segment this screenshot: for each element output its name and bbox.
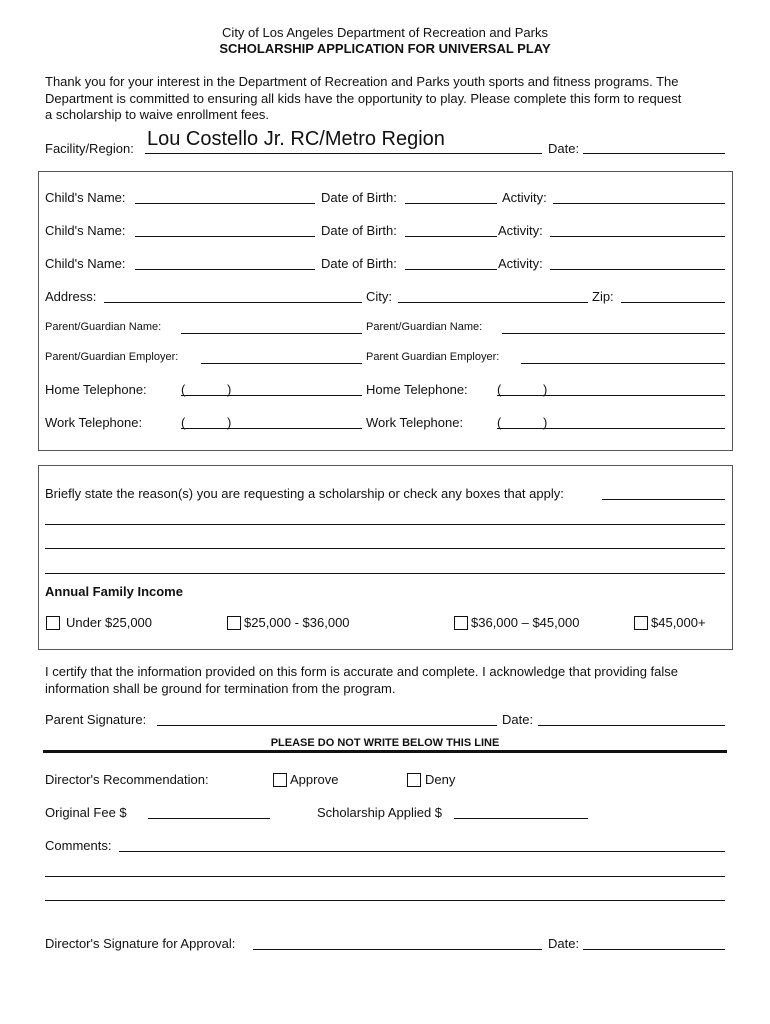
income-25k-36k-checkbox[interactable] bbox=[227, 616, 241, 630]
dob-label-3: Date of Birth: bbox=[321, 256, 397, 271]
facility-date-label: Date: bbox=[548, 141, 580, 156]
intro-line-2: Department is committed to ensuring all kids have the opportunity to play. Please complete this form to request bbox=[45, 91, 682, 106]
child-name-field-2[interactable] bbox=[135, 236, 315, 237]
comments-field-line-2[interactable] bbox=[45, 876, 725, 877]
income-25k-36k-label: $25,000 - $36,000 bbox=[244, 615, 350, 630]
parent-employer-label-2: Parent Guardian Employer: bbox=[366, 351, 500, 363]
reason-field-line-3[interactable] bbox=[45, 548, 725, 549]
office-use-divider bbox=[43, 750, 727, 753]
child-name-label-3: Child's Name: bbox=[45, 256, 126, 271]
city-field[interactable] bbox=[398, 302, 588, 303]
parent-employer-label-1: Parent/Guardian Employer: bbox=[45, 351, 179, 363]
zip-field[interactable] bbox=[621, 302, 725, 303]
reason-field-line-4[interactable] bbox=[45, 573, 725, 574]
deny-checkbox[interactable] bbox=[407, 773, 421, 787]
approve-checkbox[interactable] bbox=[273, 773, 287, 787]
parent-name-label-1: Parent/Guardian Name: bbox=[45, 321, 162, 333]
address-label: Address: bbox=[45, 289, 97, 304]
director-signature-field[interactable] bbox=[253, 949, 542, 950]
activity-label-2: Activity: bbox=[498, 223, 543, 238]
work-phone-label-2: Work Telephone: bbox=[366, 415, 464, 430]
child-name-label-1: Child's Name: bbox=[45, 190, 126, 205]
director-recommendation-label: Director's Recommendation: bbox=[45, 772, 209, 787]
activity-label-3: Activity: bbox=[498, 256, 543, 271]
home-phone-label-1: Home Telephone: bbox=[45, 382, 147, 397]
child-name-field-1[interactable] bbox=[135, 203, 315, 204]
home-phone-field-2[interactable] bbox=[497, 395, 725, 396]
income-under-25k-checkbox[interactable] bbox=[46, 616, 60, 630]
child-name-field-3[interactable] bbox=[135, 269, 315, 270]
home-phone-paren-open-2: ( bbox=[497, 382, 502, 397]
certify-line-1: I certify that the information provided on this form is accurate and complete. I acknowledge that providing false bbox=[45, 664, 679, 679]
city-label: City: bbox=[366, 289, 392, 304]
reason-prompt: Briefly state the reason(s) you are requesting a scholarship or check any boxes that apply: bbox=[45, 486, 564, 501]
work-phone-paren-close-2: ) bbox=[543, 415, 548, 430]
income-45k-plus-label: $45,000+ bbox=[651, 615, 706, 630]
activity-field-1[interactable] bbox=[553, 203, 725, 204]
intro-line-1: Thank you for your interest in the Department of Recreation and Parks youth sports and fitness programs. The bbox=[45, 74, 679, 89]
comments-field-line-3[interactable] bbox=[45, 900, 725, 901]
reason-field-line-1[interactable] bbox=[602, 499, 725, 500]
parent-signature-date-label: Date: bbox=[502, 712, 534, 727]
form-title: SCHOLARSHIP APPLICATION FOR UNIVERSAL PLAY bbox=[219, 41, 551, 56]
income-under-25k-label: Under $25,000 bbox=[66, 615, 153, 630]
home-phone-paren-open-1: ( bbox=[181, 382, 186, 397]
approve-label: Approve bbox=[290, 772, 339, 787]
intro-line-3: a scholarship to waive enrollment fees. bbox=[45, 107, 270, 122]
child-info-box bbox=[38, 171, 733, 451]
income-heading: Annual Family Income bbox=[45, 584, 183, 599]
original-fee-label: Original Fee $ bbox=[45, 805, 127, 820]
parent-name-field-1[interactable] bbox=[181, 333, 362, 334]
director-signature-date-field[interactable] bbox=[583, 949, 725, 950]
work-phone-paren-open-1: ( bbox=[181, 415, 186, 430]
work-phone-label-1: Work Telephone: bbox=[45, 415, 143, 430]
dob-field-3[interactable] bbox=[405, 269, 497, 270]
parent-name-label-2: Parent/Guardian Name: bbox=[366, 321, 483, 333]
work-phone-field-1[interactable] bbox=[181, 428, 362, 429]
facility-date-field[interactable] bbox=[583, 153, 725, 154]
income-45k-plus-checkbox[interactable] bbox=[634, 616, 648, 630]
dob-field-2[interactable] bbox=[405, 236, 497, 237]
parent-signature-label: Parent Signature: bbox=[45, 712, 147, 727]
original-fee-field[interactable] bbox=[148, 818, 270, 819]
director-signature-date-label: Date: bbox=[548, 936, 580, 951]
dob-field-1[interactable] bbox=[405, 203, 497, 204]
address-field[interactable] bbox=[104, 302, 362, 303]
work-phone-paren-close-1: ) bbox=[227, 415, 232, 430]
work-phone-paren-open-2: ( bbox=[497, 415, 502, 430]
deny-label: Deny bbox=[425, 772, 456, 787]
department-name: City of Los Angeles Department of Recreation and Parks bbox=[222, 25, 548, 40]
parent-name-field-2[interactable] bbox=[502, 333, 725, 334]
home-phone-paren-close-2: ) bbox=[543, 382, 548, 397]
activity-field-2[interactable] bbox=[550, 236, 725, 237]
income-36k-45k-label: $36,000 – $45,000 bbox=[471, 615, 580, 630]
office-use-divider-text: PLEASE DO NOT WRITE BELOW THIS LINE bbox=[270, 737, 500, 749]
work-phone-field-2[interactable] bbox=[497, 428, 725, 429]
director-signature-label: Director's Signature for Approval: bbox=[45, 936, 236, 951]
parent-signature-field[interactable] bbox=[157, 725, 497, 726]
home-phone-field-1[interactable] bbox=[181, 395, 362, 396]
facility-value: Lou Costello Jr. RC/Metro Region bbox=[147, 128, 445, 150]
home-phone-label-2: Home Telephone: bbox=[366, 382, 468, 397]
child-name-label-2: Child's Name: bbox=[45, 223, 126, 238]
facility-field[interactable] bbox=[145, 153, 542, 154]
parent-employer-field-1[interactable] bbox=[201, 363, 362, 364]
parent-signature-date-field[interactable] bbox=[538, 725, 725, 726]
certify-line-2: information shall be ground for termination from the program. bbox=[45, 681, 396, 696]
comments-field-line-1[interactable] bbox=[119, 851, 725, 852]
activity-field-3[interactable] bbox=[550, 269, 725, 270]
facility-label: Facility/Region: bbox=[45, 141, 134, 156]
scholarship-applied-field[interactable] bbox=[454, 818, 588, 819]
home-phone-paren-close-1: ) bbox=[227, 382, 232, 397]
dob-label-2: Date of Birth: bbox=[321, 223, 397, 238]
income-36k-45k-checkbox[interactable] bbox=[454, 616, 468, 630]
reason-field-line-2[interactable] bbox=[45, 524, 725, 525]
comments-label: Comments: bbox=[45, 838, 112, 853]
activity-label-1: Activity: bbox=[502, 190, 547, 205]
dob-label-1: Date of Birth: bbox=[321, 190, 397, 205]
parent-employer-field-2[interactable] bbox=[521, 363, 725, 364]
scholarship-applied-label: Scholarship Applied $ bbox=[317, 805, 443, 820]
zip-label: Zip: bbox=[592, 289, 614, 304]
